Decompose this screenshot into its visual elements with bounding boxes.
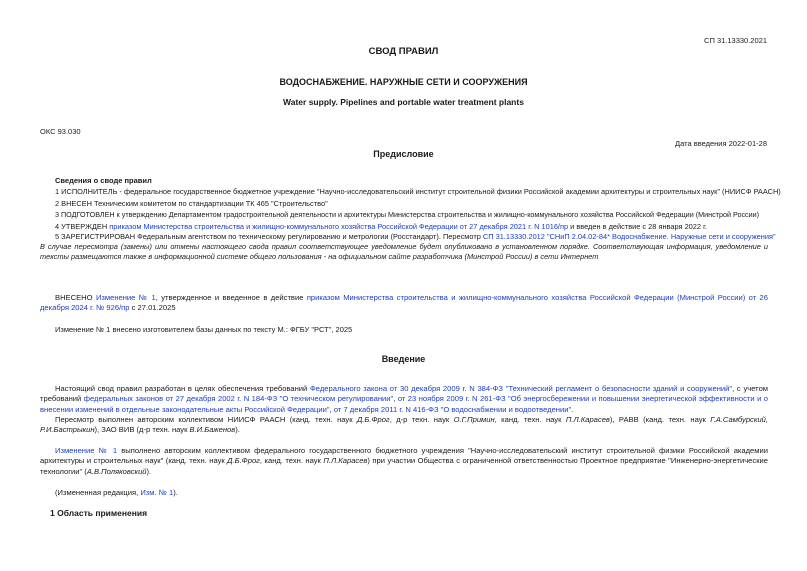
- foreword-item-5: 5 ЗАРЕГИСТРИРОВАН Федеральным агентством по техническому регулированию и метрологии (Росстандарт). Пересмотр СП 31.13330.2012 "СНиП 2.04.02-84* Водоснабжение. Наружные сети и сооружения": [55, 232, 776, 241]
- law-261-fz-link[interactable]: от 23 ноября 2009 г. N 261-ФЗ "Об энергосбережении и повышении энергетической эффективности и о внесении изменений в отдельные законодательные акты Российской Федерации": [40, 394, 768, 414]
- document-heading: СВОД ПРАВИЛ: [368, 46, 439, 57]
- oks-code: ОКС 93.030: [40, 127, 81, 136]
- amendment-order-link[interactable]: приказом Министерства строительства и жилищно-коммунального хозяйства Российской Федерации (Минстрой России) от 26 декабря 2024 г. № 926/пр: [40, 293, 768, 313]
- foreword-info-title: Сведения о своде правил: [55, 176, 152, 185]
- foreword-item-2: 2 ВНЕСЕН Техническим комитетом по стандартизации ТК 465 "Строительство": [55, 199, 328, 208]
- intro-paragraph-3: Изменение № 1 выполнено авторским коллективом федерального государственного бюджетного учреждения "Научно-исследовательский институт строительной физики Российской академии архитектуры и строительных наук" (канд. техн. наук Д.Б.Фрог, канд. техн. наук П.Л.Карасев) при участии Общества с ограниченной ответственностью Проектное предприятие "Инженерно-энергетические технологии" (А.В.Поляковский).: [40, 446, 768, 476]
- section-1-heading: 1 Область применения: [50, 508, 148, 518]
- foreword-heading: Предисловие: [373, 149, 434, 159]
- approval-order-link[interactable]: приказом Министерства строительства и жилищно-коммунального хозяйства Российской Федерации от 27 декабря 2021 г. N 1016/пр: [109, 222, 569, 231]
- intro-paragraph-1: Настоящий свод правил разработан в целях обеспечения требований Федерального закона от 30 декабря 2009 г. N 384-ФЗ "Технический регламент о безопасности зданий и сооружений", с учетом требований федеральных законов от 27 декабря 2002 г. N 184-ФЗ "О техническом регулировании", от 23 ноября 2009 г. N 261-ФЗ "Об энергосбережении и повышении энергетической эффективности и о внесении изменений в отдельные законодательные акты Российской Федерации", от 7 декабря 2011 г. N 416-ФЗ "О водоснабжении и водоотведении".: [40, 384, 769, 414]
- intro-amendment-1-link[interactable]: Изменение № 1: [55, 446, 118, 455]
- document-title-en: Water supply. Pipelines and portable water treatment plants: [283, 97, 524, 107]
- intro-paragraph-2: Пересмотр выполнен авторским коллективом НИИСФ РААСН (канд. техн. наук Д.Б.Фрог, д-р техн. наук О.Г.Примин, канд. техн. наук П.Л.Карасев), РАВВ (канд. техн. наук Г.А.Самбурский, Р.И.Бастрыкин), ЗАО ВИВ (д-р техн. наук В.И.Баженов).: [40, 415, 768, 435]
- effective-date: Дата введения 2022-01-28: [675, 139, 767, 148]
- law-384-fz-link[interactable]: Федерального закона от 30 декабря 2009 г. N 384-ФЗ "Технический регламент о безопасности зданий и сооружений": [310, 384, 733, 393]
- foreword-item-4: 4 УТВЕРЖДЕН приказом Министерства строительства и жилищно-коммунального хозяйства Российской Федерации от 27 декабря 2021 г. N 1016/пр и введен в действие с 28 января 2022 г.: [55, 222, 707, 231]
- change-1-link[interactable]: Изм. № 1: [140, 488, 174, 497]
- document-title: ВОДОСНАБЖЕНИЕ. НАРУЖНЫЕ СЕТИ И СООРУЖЕНИЯ: [279, 77, 528, 87]
- amendment-1-link[interactable]: Изменение № 1: [95, 293, 156, 302]
- document-code: СП 31.13330.2021: [704, 36, 767, 45]
- law-184-fz-link[interactable]: федеральных законов от 27 декабря 2002 г. N 184-ФЗ "О техническом регулировании": [83, 394, 394, 404]
- amendment-paragraph: ВНЕСЕНО Изменение № 1, утвержденное и введенное в действие приказом Министерства строительства и жилищно-коммунального хозяйства Российской Федерации (Минстрой России) от 26 декабря 2024 г. № 926/пр с 27.01.2025: [40, 293, 768, 313]
- amendment-source-note: Изменение № 1 внесено изготовителем базы данных по тексту М.: ФГБУ "РСТ", 2025: [55, 325, 353, 334]
- foreword-item-1: 1 ИСПОЛНИТЕЛЬ - федеральное государственное бюджетное учреждение "Научно-исследовательский институт строительной физики Российской академии архитектуры и строительных наук" (НИИСФ РААСН): [55, 187, 781, 196]
- revision-sp-link[interactable]: СП 31.13330.2012 "СНиП 2.04.02-84* Водоснабжение. Наружные сети и сооружения": [482, 232, 776, 241]
- foreword-item-3: 3 ПОДГОТОВЛЕН к утверждению Департаментом градостроительной деятельности и архитектуры Министерства строительства и жилищно-коммунального хозяйства Российской Федерации (Минстрой России): [55, 210, 760, 219]
- law-416-fz-link[interactable]: от 7 декабря 2011 г. N 416-ФЗ "О водоснабжении и водоотведении": [333, 404, 572, 414]
- intro-heading: Введение: [381, 354, 426, 364]
- foreword-notice: В случае пересмотра (замены) или отмены настоящего свода правил соответствующее уведомление будет опубликовано в установленном порядке. Соответствующая информация, уведомление и тексты размещаются также в информационной системе общего пользования - на официальном сайте разработчика (Минстрой России) в сети Интернет: [40, 242, 768, 262]
- intro-amended-note: (Измененная редакция, Изм. № 1).: [55, 488, 178, 497]
